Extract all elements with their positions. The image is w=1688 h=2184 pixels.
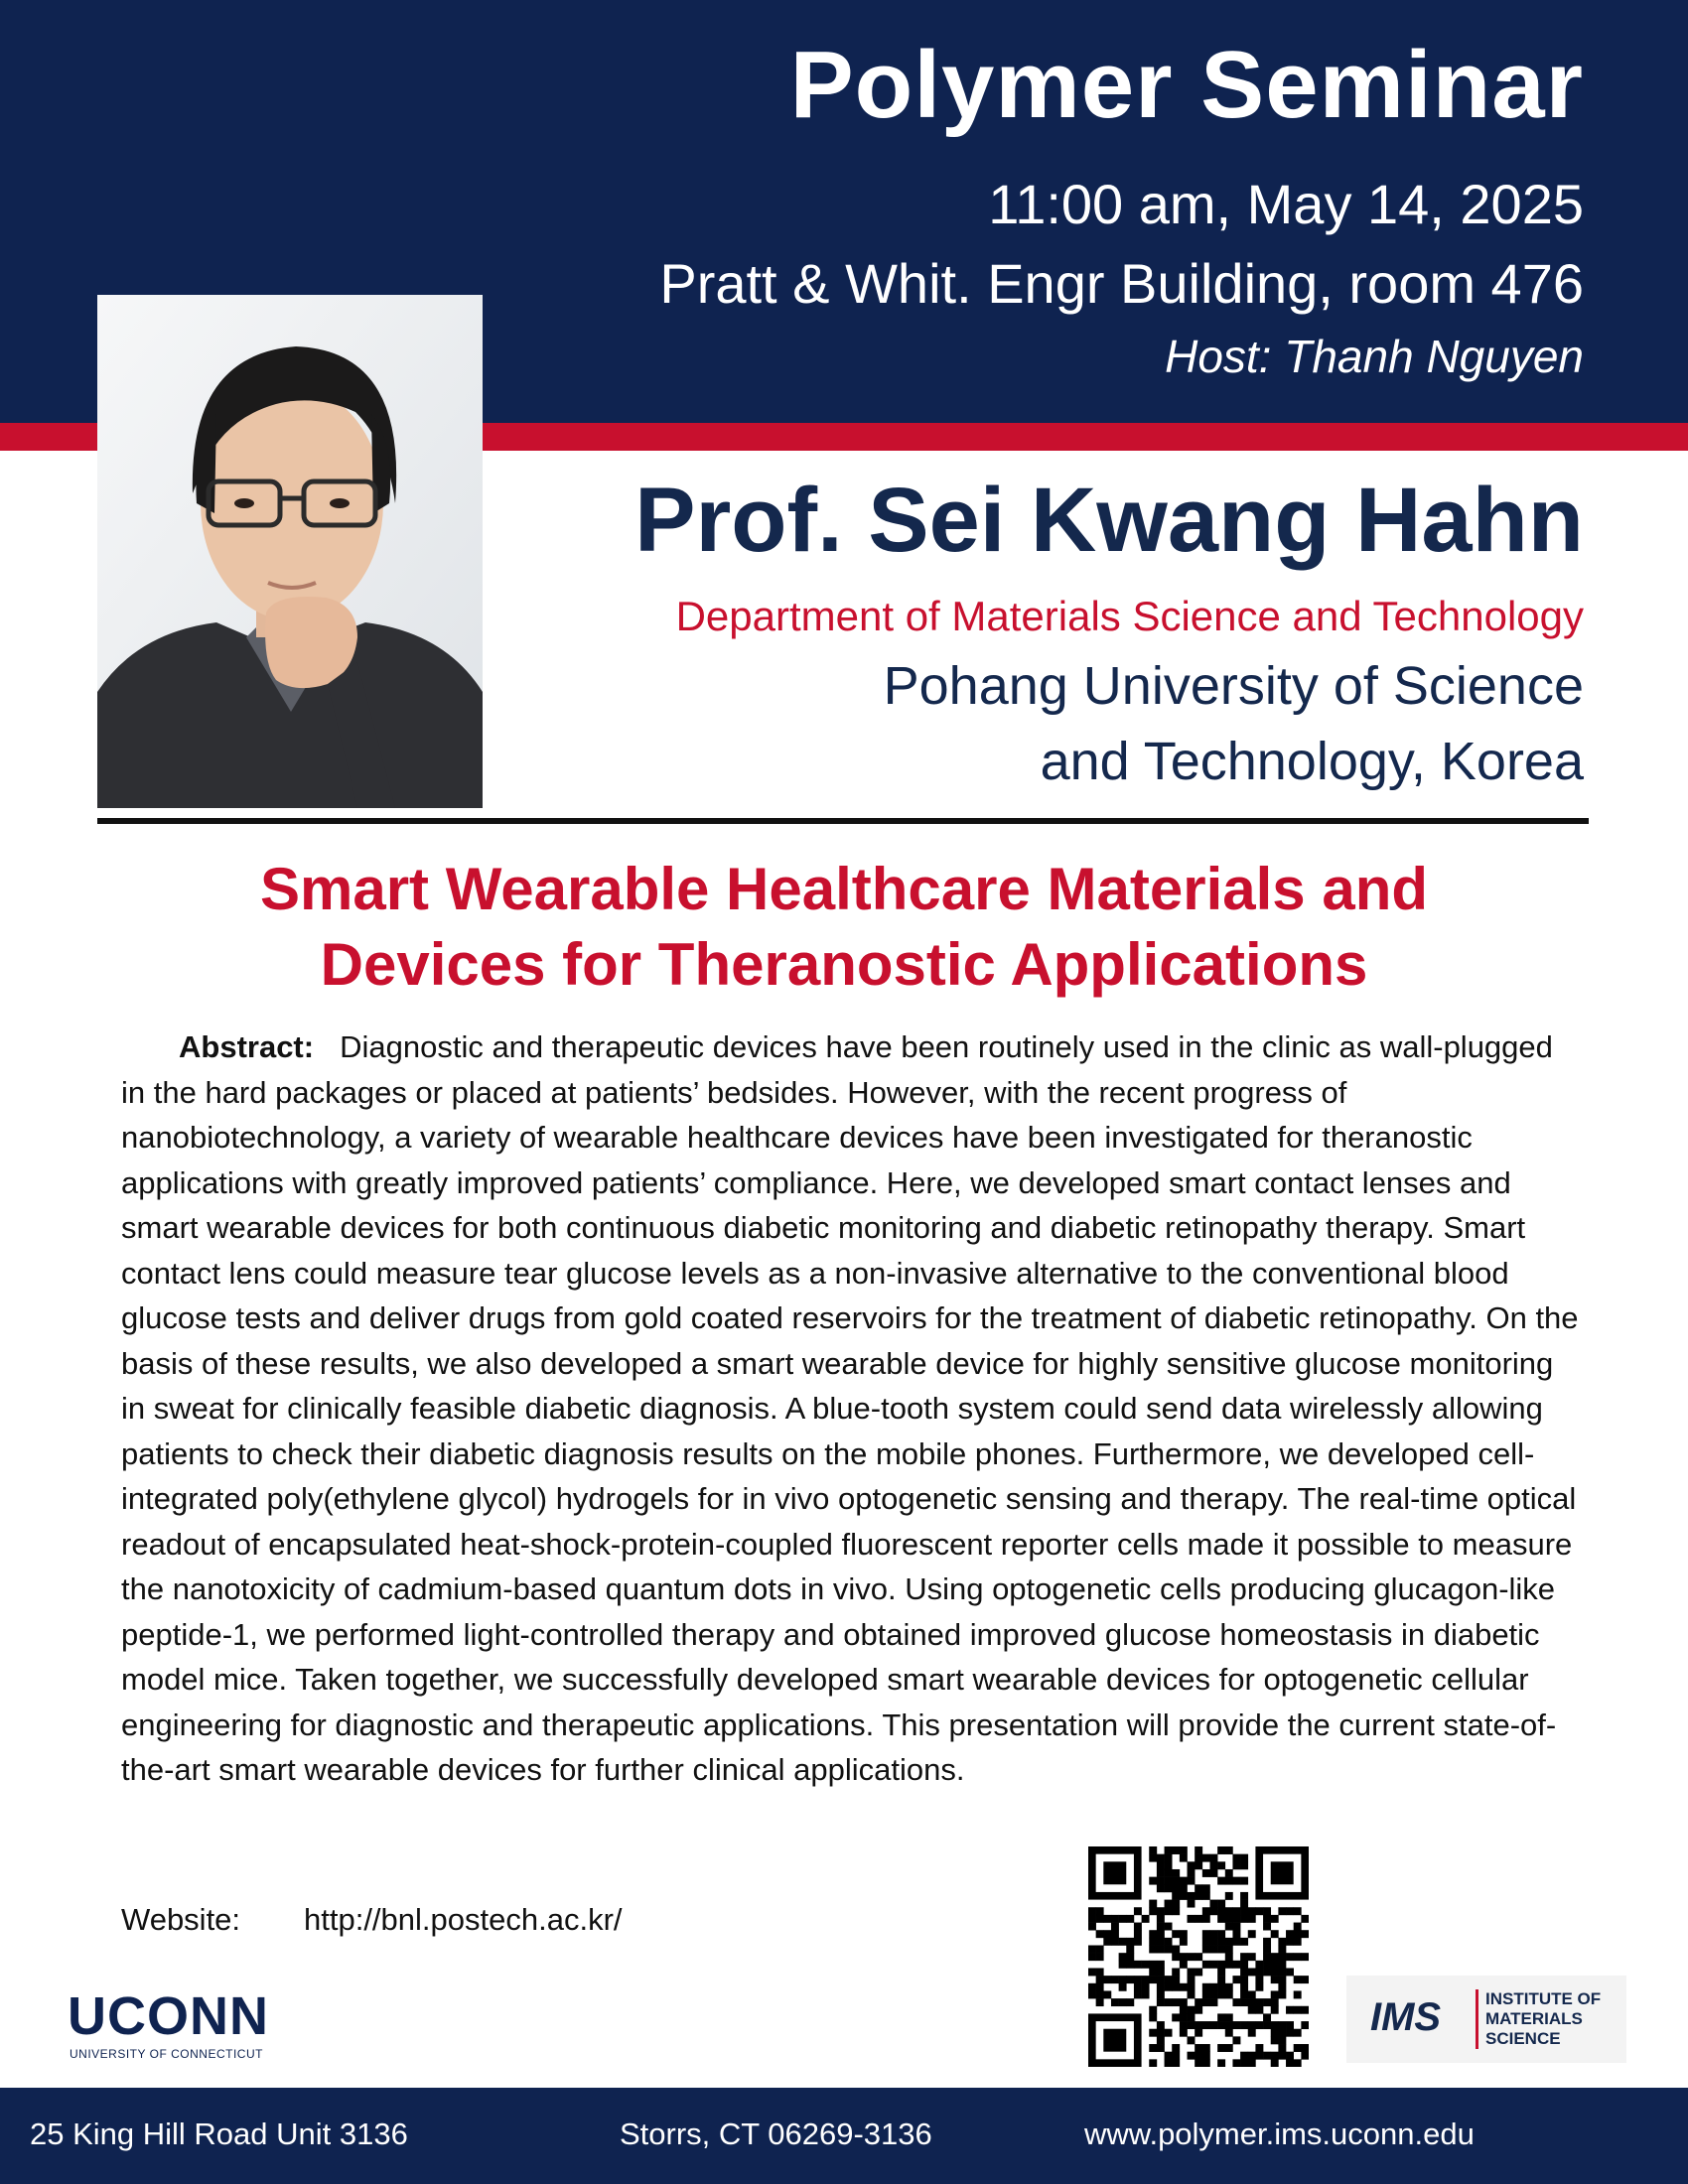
ims-logo-text bbox=[1485, 1989, 1624, 2049]
speaker-portrait-illustration bbox=[97, 295, 483, 808]
ims-line2: MATERIALS bbox=[1485, 2009, 1583, 2028]
ims-line1: INSTITUTE OF bbox=[1485, 1989, 1602, 2008]
qr-code bbox=[1088, 1846, 1309, 2067]
speaker-photo bbox=[97, 295, 483, 808]
qr-code-image bbox=[1088, 1846, 1309, 2067]
abstract-text: Diagnostic and therapeutic devices have been routinely used in the clinic as wall-plugged in the hard packages or placed at patients’ bedsides. However, with the recent progress of nanobiotechnology, a variety of wearable healthcare devices have been investigated for theranostic applications with greatly improved patients’ compliance. Here, we developed smart contact lenses and smart wearable devices for both continuous diabetic monitoring and diabetic retinopathy therapy. Smart contact lens could measure tear glucose levels as a non-invasive alternative to the conventional blood glucose tests and deliver drugs from gold coated reservoirs for the treatment of diabetic retinopathy. On the basis of these results, we also developed a smart wearable device for highly sensitive glucose monitoring in sweat for clinically feasible diabetic diagnosis. A blue-tooth system could send data wirelessly allowing patients to check their diabetic diagnosis results on the mobile phones. Furthermore, we developed cell-integrated poly(ethylene glycol) hydrogels for in vivo optogenetic sensing and therapy. The real-time optical readout of encapsulated heat-shock-protein-coupled fluorescent reporter cells made it possible to measure the nanotoxicity of cadmium-based quantum dots in vivo. Using optogenetic cells producing glucagon-like peptide-1, we performed light-controlled therapy and obtained improved glucose homeostasis in diabetic model mice. Taken together, we successfully developed smart wearable devices for optogenetic cellular engineering for diagnostic and therapeutic applications. This presentation will provide the current state-of-the-art smart wearable devices for further clinical applications. bbox=[121, 1029, 1579, 1787]
footer-address: 25 King Hill Road Unit 3136 bbox=[30, 2116, 408, 2151]
website-url[interactable]: http://bnl.postech.ac.kr/ bbox=[304, 1902, 623, 1937]
ims-wordmark: IMS bbox=[1370, 1995, 1442, 2039]
ims-line3: SCIENCE bbox=[1485, 2029, 1561, 2048]
talk-title-line2: Devices for Theranostic Applications bbox=[320, 931, 1368, 998]
talk-title-line1: Smart Wearable Healthcare Materials and bbox=[259, 856, 1429, 922]
seminar-title: Polymer Seminar bbox=[789, 32, 1584, 138]
speaker-university-line1: Pohang University of Science bbox=[883, 656, 1584, 716]
seminar-location: Pratt & Whit. Engr Building, room 476 bbox=[659, 252, 1584, 315]
speaker-university-line2: and Technology, Korea bbox=[1040, 732, 1584, 791]
speaker-department: Department of Materials Science and Technology bbox=[675, 593, 1584, 639]
uconn-wordmark: UCONN bbox=[68, 1986, 269, 2046]
ims-logo bbox=[1346, 1976, 1626, 2063]
abstract-paragraph bbox=[121, 1024, 1581, 1793]
website-label: Website: bbox=[121, 1902, 241, 1937]
section-divider bbox=[97, 818, 1589, 824]
abstract-label: Abstract: bbox=[179, 1029, 315, 1064]
footer-city: Storrs, CT 06269-3136 bbox=[620, 2116, 932, 2151]
uconn-logo bbox=[68, 1986, 286, 2069]
talk-title bbox=[99, 852, 1589, 1003]
seminar-datetime: 11:00 am, May 14, 2025 bbox=[988, 173, 1584, 235]
seminar-host: Host: Thanh Nguyen bbox=[1165, 331, 1584, 382]
footer-website[interactable]: www.polymer.ims.uconn.edu bbox=[1084, 2116, 1475, 2151]
ims-logo-divider bbox=[1476, 1989, 1478, 2049]
speaker-name: Prof. Sei Kwang Hahn bbox=[634, 470, 1584, 571]
uconn-subtitle: UNIVERSITY OF CONNECTICUT bbox=[70, 2047, 263, 2061]
